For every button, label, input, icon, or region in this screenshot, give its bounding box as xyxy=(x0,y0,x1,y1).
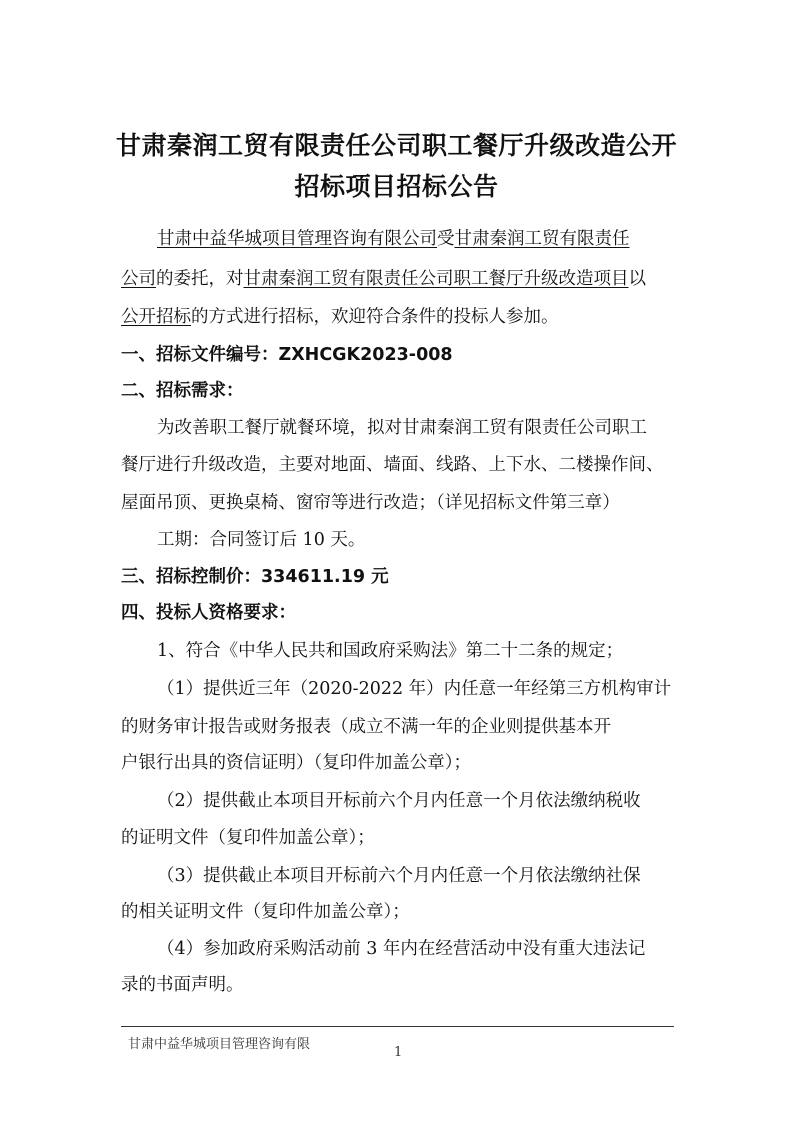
client-name-cont: 公司 xyxy=(121,269,156,289)
section-4-heading: 四、投标人资格要求： xyxy=(121,603,296,623)
section-1-heading: 一、招标文件编号：ZXHCGK2023-008 xyxy=(121,345,453,365)
procurement-method: 公开招标 xyxy=(121,307,191,327)
construction-period: 工期：合同签订后 10 天。 xyxy=(157,530,366,550)
footer-divider xyxy=(121,1026,674,1027)
document-title-line-1: 甘肃秦润工贸有限责任公司职工餐厅升级改造公开 xyxy=(115,131,677,160)
agency-name: 甘肃中益华城项目管理咨询有限公司 xyxy=(157,229,437,249)
qualification-sub-1-cont: 的财务审计报告或财务报表（成立不满一年的企业则提供基本开 xyxy=(121,717,611,737)
intro-line-2 xyxy=(121,271,646,289)
qualification-sub-3-cont: 的相关证明文件（复印件加盖公章）； xyxy=(121,902,410,922)
section-2-body-line: 屋面吊顶、更换桌椅、窗帘等进行改造；（详见招标文件第三章） xyxy=(121,493,620,513)
page-number: 1 xyxy=(394,1045,403,1060)
qualification-sub-2: （2）提供截止本项目开标前六个月内任意一个月依法缴纳税收 xyxy=(157,791,641,811)
intro-line-1 xyxy=(157,231,630,249)
qualification-item-1: 1、符合《中华人民共和国政府采购法》第二十二条的规定； xyxy=(157,641,624,661)
project-name: 甘肃秦润工贸有限责任公司职工餐厅升级改造项目 xyxy=(243,269,629,289)
qualification-sub-1-cont: 户银行出具的资信证明）（复印件加盖公章）； xyxy=(121,753,471,773)
section-2-heading: 二、招标需求： xyxy=(121,381,244,401)
intro-line-3 xyxy=(121,309,559,327)
intro-text: 的委托，对 xyxy=(156,269,244,289)
intro-text: 受 xyxy=(437,229,455,249)
qualification-sub-4: （4）参加政府采购活动前 3 年内在经营活动中没有重大违法记 xyxy=(157,939,646,959)
intro-text: 以 xyxy=(628,269,646,289)
qualification-sub-4-cont: 录的书面声明。 xyxy=(121,975,244,995)
footer-company: 甘肃中益华城项目管理咨询有限 xyxy=(128,1037,311,1052)
intro-text: 的方式进行招标，欢迎符合条件的投标人参加。 xyxy=(191,307,559,327)
client-name: 甘肃秦润工贸有限责任 xyxy=(454,229,630,249)
document-title-line-2: 招标项目招标公告 xyxy=(294,172,499,201)
section-2-body-line: 餐厅进行升级改造，主要对地面、墙面、线路、上下水、二楼操作间、 xyxy=(121,455,664,475)
qualification-sub-3: （3）提供截止本项目开标前六个月内任意一个月依法缴纳社保 xyxy=(157,866,641,886)
qualification-sub-1: （1）提供近三年（2020-2022 年）内任意一年经第三方机构审计 xyxy=(157,679,672,699)
qualification-sub-2-cont: 的证明文件（复印件加盖公章）； xyxy=(121,828,375,848)
section-3-heading: 三、招标控制价：334611.19 元 xyxy=(121,567,389,587)
section-2-body-line: 为改善职工餐厅就餐环境，拟对甘肃秦润工贸有限责任公司职工 xyxy=(157,418,647,438)
